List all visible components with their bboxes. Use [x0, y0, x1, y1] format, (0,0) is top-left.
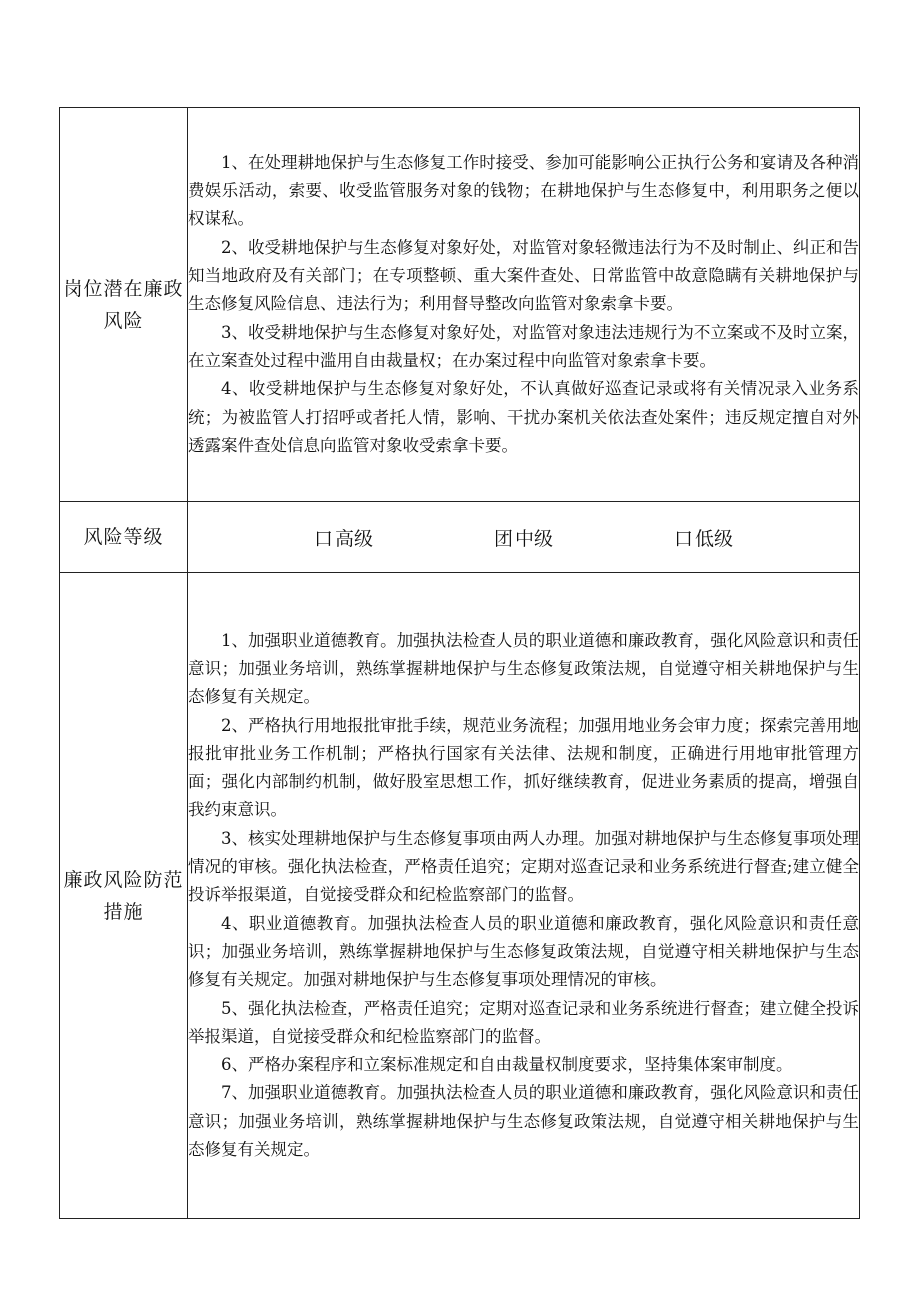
- risk-item: 4、收受耕地保护与生态修复对象好处，不认真做好巡查记录或将有关情况录入业务系统；为被监管人打招呼或者托人情，影响、干扰办案机关依法查处案件；违反规定擅自对外透露案件查处信息向监管对象收受索拿卡要。: [188, 379, 859, 455]
- measure-item: 5、强化执法检查，严格责任追究；定期对巡查记录和业务系统进行督查；建立健全投诉举报渠道，自觉接受群众和纪检监察部门的监督。: [188, 998, 859, 1046]
- measures-content: [188, 573, 860, 1219]
- measure-item: 6、严格办案程序和立案标准规定和自由裁量权制度要求，坚持集体案审制度。: [221, 1055, 793, 1075]
- measures-label: 廉政风险防范措施: [60, 573, 188, 1219]
- measure-item: 2、严格执行用地报批审批手续，规范业务流程；加强用地业务会审力度；探索完善用地报批审批业务工作机制；严格执行国家有关法律、法规和制度，正确进行用地审批管理方面；强化内部制约机制，做好股室思想工作，抓好继续教育，促进业务素质的提高，增强自我约束意识。: [188, 715, 859, 820]
- checkbox-icon: 口: [313, 527, 333, 550]
- measures-row: [60, 573, 860, 1219]
- measure-item: 4、职业道德教育。加强执法检查人员的职业道德和廉政教育，强化风险意识和责任意识；加强业务培训，熟练掌握耕地保护与生态修复政策法规，自觉遵守相关耕地保护与生态修复有关规定。加强对耕地保护与生态修复事项处理情况的审核。: [188, 913, 859, 990]
- checked-box-icon: 团: [493, 527, 513, 550]
- risk-row: [60, 108, 860, 502]
- checkbox-icon: 口: [673, 527, 693, 550]
- measure-item: 7、加强职业道德教育。加强执法检查人员的职业道德和廉政教育，强化风险意识和责任意识；加强业务培训，熟练掌握耕地保护与生态修复政策法规，自觉遵守相关耕地保护与生态修复有关规定。: [188, 1083, 859, 1160]
- level-options: [188, 502, 860, 573]
- risk-table: [59, 107, 860, 1219]
- level-text: 低级: [695, 527, 734, 550]
- level-option-high[interactable]: [254, 524, 434, 551]
- risk-content: [188, 108, 860, 502]
- level-text: 中级: [515, 527, 554, 550]
- risk-item: 2、收受耕地保护与生态修复对象好处，对监管对象轻微违法行为不及时制止、纠正和告知当地政府及有关部门；在专项整顿、重大案件查处、日常监管中故意隐瞒有关耕地保护与生态修复风险信息、违法行为；利用督导整改向监管对象索拿卡要。: [188, 237, 859, 314]
- level-option-medium[interactable]: [434, 524, 614, 551]
- measure-item: 3、核实处理耕地保护与生态修复事项由两人办理。加强对耕地保护与生态修复事项处理情况的审核。强化执法检查，严格责任追究；定期对巡查记录和业务系统进行督查;建立健全投诉举报渠道，自觉接受群众和纪检监察部门的监督。: [188, 828, 859, 905]
- risk-label: 岗位潜在廉政风险: [60, 108, 188, 502]
- risk-item: 3、收受耕地保护与生态修复对象好处，对监管对象违法违规行为不立案或不及时立案，在立案查处过程中滥用自由裁量权；在办案过程中向监管对象索拿卡要。: [188, 322, 859, 370]
- level-label: 风险等级: [60, 502, 188, 573]
- level-option-low[interactable]: [614, 524, 794, 551]
- risk-item: 1、在处理耕地保护与生态修复工作时接受、参加可能影响公正执行公务和宴请及各种消费娱乐活动，索要、收受监管服务对象的钱物；在耕地保护与生态修复中，利用职务之便以权谋私。: [188, 152, 859, 229]
- measure-item: 1、加强职业道德教育。加强执法检查人员的职业道德和廉政教育，强化风险意识和责任意识；加强业务培训，熟练掌握耕地保护与生态修复政策法规，自觉遵守相关耕地保护与生态修复有关规定。: [188, 630, 859, 707]
- level-text: 高级: [335, 527, 374, 550]
- level-row: [60, 502, 860, 573]
